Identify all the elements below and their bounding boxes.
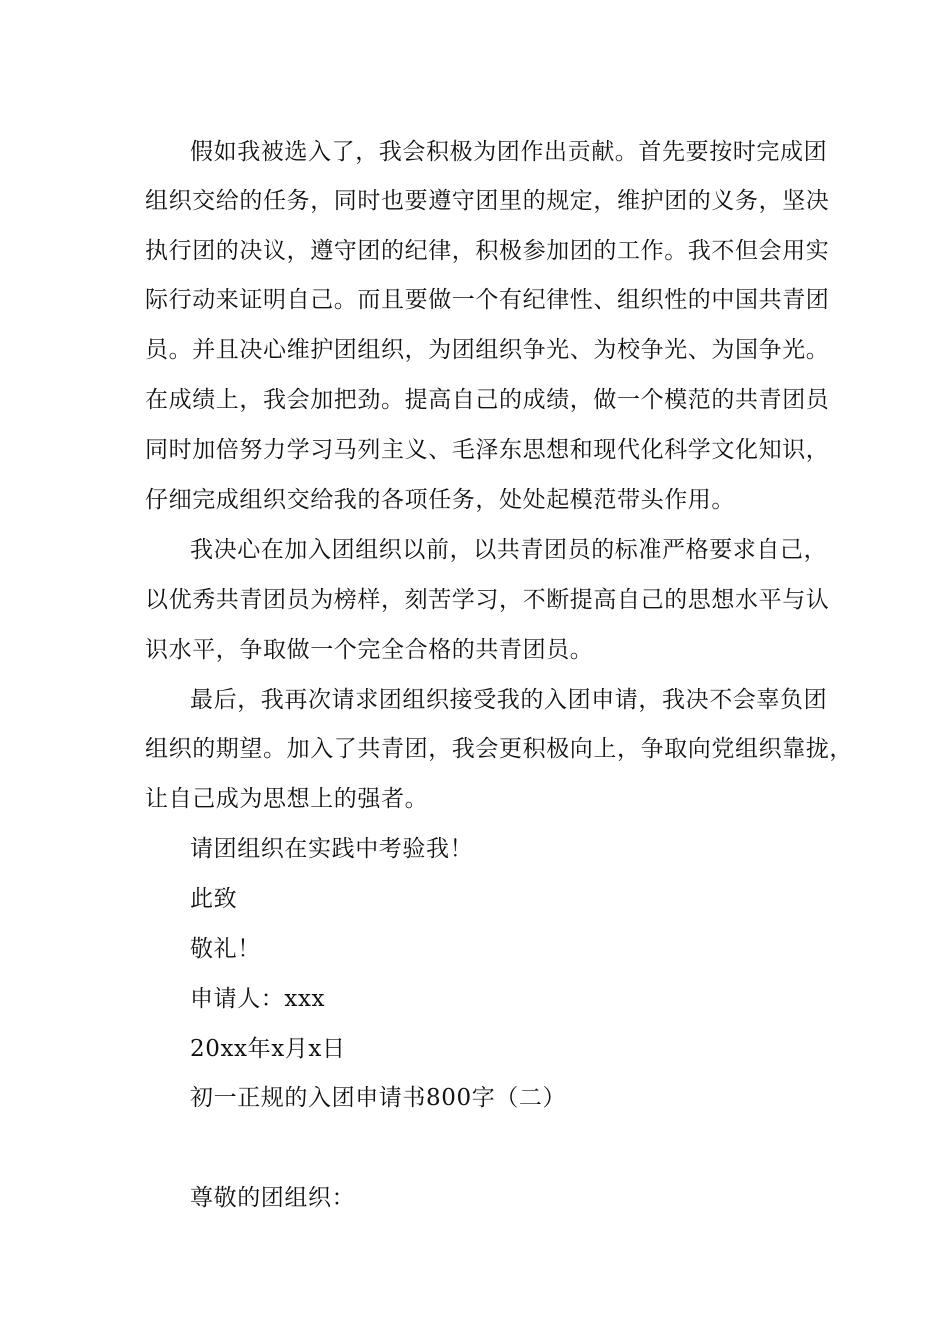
paragraph-line: 识水平，争取做一个完全合格的共青团员。 <box>145 637 594 663</box>
paragraph-line: 执行团的决议，遵守团的纪律，积极参加团的工作。我不但会用实 <box>145 238 830 264</box>
paragraph-line: 最后，我再次请求团组织接受我的入团申请，我决不会辜负团 <box>190 687 828 713</box>
paragraph-line: 让自己成为思想上的强者。 <box>145 786 429 812</box>
paragraph-line: 员。并且决心维护团组织，为团组织争光、为校争光、为国争光。 <box>145 337 830 363</box>
section-title: 初一正规的入团申请书800字（二） <box>190 1085 567 1111</box>
paragraph-line: 在成绩上，我会加把劲。提高自己的成绩，做一个模范的共青团员 <box>145 387 830 413</box>
applicant-signature: 申请人：xxx <box>190 986 326 1012</box>
greeting: 尊敬的团组织： <box>190 1185 356 1211</box>
paragraph-line: 我决心在加入团组织以前，以共青团员的标准严格要求自己， <box>190 537 828 563</box>
paragraph-line: 际行动来证明自己。而且要做一个有纪律性、组织性的中国共青团 <box>145 287 830 313</box>
closing-salutation-1: 此致 <box>190 886 238 912</box>
paragraph-line: 以优秀共青团员为榜样，刻苦学习，不断提高自己的思想水平与认 <box>145 587 830 613</box>
application-date: 20xx年x月x日 <box>190 1036 346 1062</box>
paragraph-line: 组织交给的任务，同时也要遵守团里的规定，维护团的义务，坚决 <box>145 188 830 214</box>
closing-salutation-2: 敬礼！ <box>190 936 261 962</box>
paragraph-line: 同时加倍努力学习马列主义、毛泽东思想和现代化科学文化知识， <box>145 437 830 463</box>
paragraph-line: 仔细完成组织交给我的各项任务，处处起模范带头作用。 <box>145 487 735 513</box>
paragraph-line: 组织的期望。加入了共青团，我会更积极向上，争取向党组织靠拢， <box>145 736 853 762</box>
paragraph-line: 假如我被选入了，我会积极为团作出贡献。首先要按时完成团 <box>190 139 828 165</box>
closing-request: 请团组织在实践中考验我！ <box>190 836 474 862</box>
